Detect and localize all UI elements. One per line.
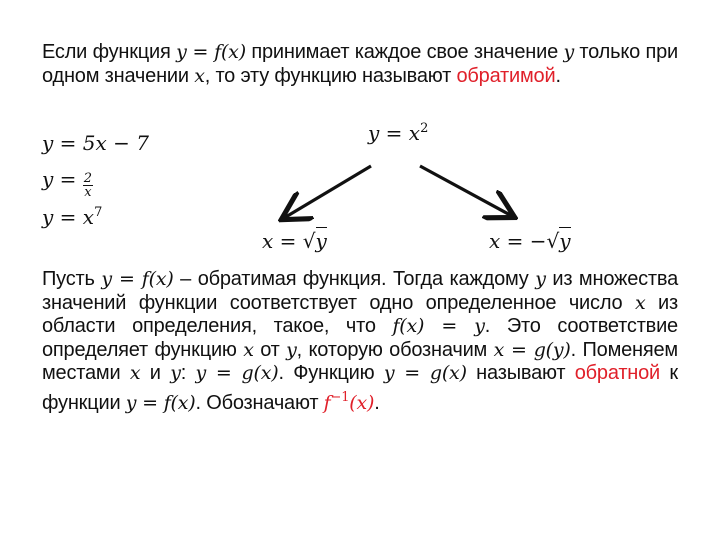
arrow-right xyxy=(420,166,512,216)
text-fragment: , которую обозначим xyxy=(296,338,494,361)
math-fragment: f(x) = y xyxy=(392,315,485,337)
text-fragment: из множества значений функции соответствует одно определенное число xyxy=(42,268,678,314)
text-fragment: Если функция xyxy=(42,41,177,63)
example-linear-text: y = 5x − 7 xyxy=(42,131,149,155)
fraction-numerator: 2 xyxy=(83,171,93,186)
diagram-right-lhs: x = − xyxy=(489,229,547,253)
diagram-top-exponent: 2 xyxy=(420,121,429,136)
math-fragment: y xyxy=(286,338,297,361)
example-reciprocal-lhs: y = xyxy=(42,167,83,191)
math-fragment: y = f(x) xyxy=(125,391,196,414)
diagram-right-formula xyxy=(489,229,571,253)
example-power-exponent: 7 xyxy=(94,205,103,220)
inverse-notation-f: f xyxy=(323,391,331,414)
text-fragment: и xyxy=(140,362,171,384)
text-fragment: принимает каждое свое значение xyxy=(245,41,564,63)
diagram-left-lhs: x = xyxy=(262,229,303,253)
text-fragment: называют xyxy=(466,362,575,384)
math-fragment: x xyxy=(634,291,646,314)
text-fragment: : xyxy=(180,362,196,384)
term-inverse: обратной xyxy=(574,362,661,384)
fraction-denominator: x xyxy=(84,185,92,200)
inverse-notation xyxy=(323,389,375,414)
text-fragment: только при одном значении xyxy=(42,41,678,87)
example-power-base: y = x xyxy=(42,205,95,229)
sqrt-icon: √ xyxy=(546,229,560,253)
text-fragment: . xyxy=(555,64,561,87)
diagram-left-radicand: y xyxy=(315,229,327,253)
math-fragment: x xyxy=(194,64,205,87)
text-fragment: Пусть xyxy=(42,268,102,290)
math-fragment: y xyxy=(170,362,181,384)
math-fragment: y = f(x) xyxy=(101,268,174,290)
inverse-notation-exponent: −1 xyxy=(330,389,350,405)
text-fragment: . Поменяем местами xyxy=(42,338,678,384)
text-fragment: . Обозначают xyxy=(195,391,324,414)
math-fragment: y = g(x) xyxy=(195,362,279,384)
diagram-right-radicand: y xyxy=(559,229,571,253)
text-fragment: к функции xyxy=(42,362,678,414)
text-fragment: – обратимая функция. Тогда каждому xyxy=(173,268,536,290)
text-fragment: . Функцию xyxy=(278,362,384,384)
math-fragment: x xyxy=(243,338,254,361)
arrow-left xyxy=(284,166,371,218)
term-invertible: обратимой xyxy=(456,64,556,87)
diagram-top-base: y = x xyxy=(368,121,421,145)
diagram-left-formula xyxy=(262,229,327,253)
text-fragment: от xyxy=(253,338,287,361)
math-fragment: y xyxy=(563,41,575,63)
text-fragment: . xyxy=(374,391,380,414)
text-fragment: из области определения, такое, что xyxy=(42,291,678,337)
math-fragment: y = g(x) xyxy=(383,362,467,384)
inverse-definition-paragraph xyxy=(42,268,678,415)
math-fragment: y xyxy=(535,268,546,290)
math-fragment: y = f(x) xyxy=(176,41,246,63)
text-fragment: . Это соответствие определяет функцию xyxy=(42,315,678,361)
math-fragment: x xyxy=(129,362,141,384)
math-fragment: x = g(y) xyxy=(493,338,571,361)
inverse-notation-arg: (x) xyxy=(349,391,375,414)
text-fragment: , то эту функцию называют xyxy=(204,64,457,87)
sqrt-icon: √ xyxy=(302,229,316,253)
